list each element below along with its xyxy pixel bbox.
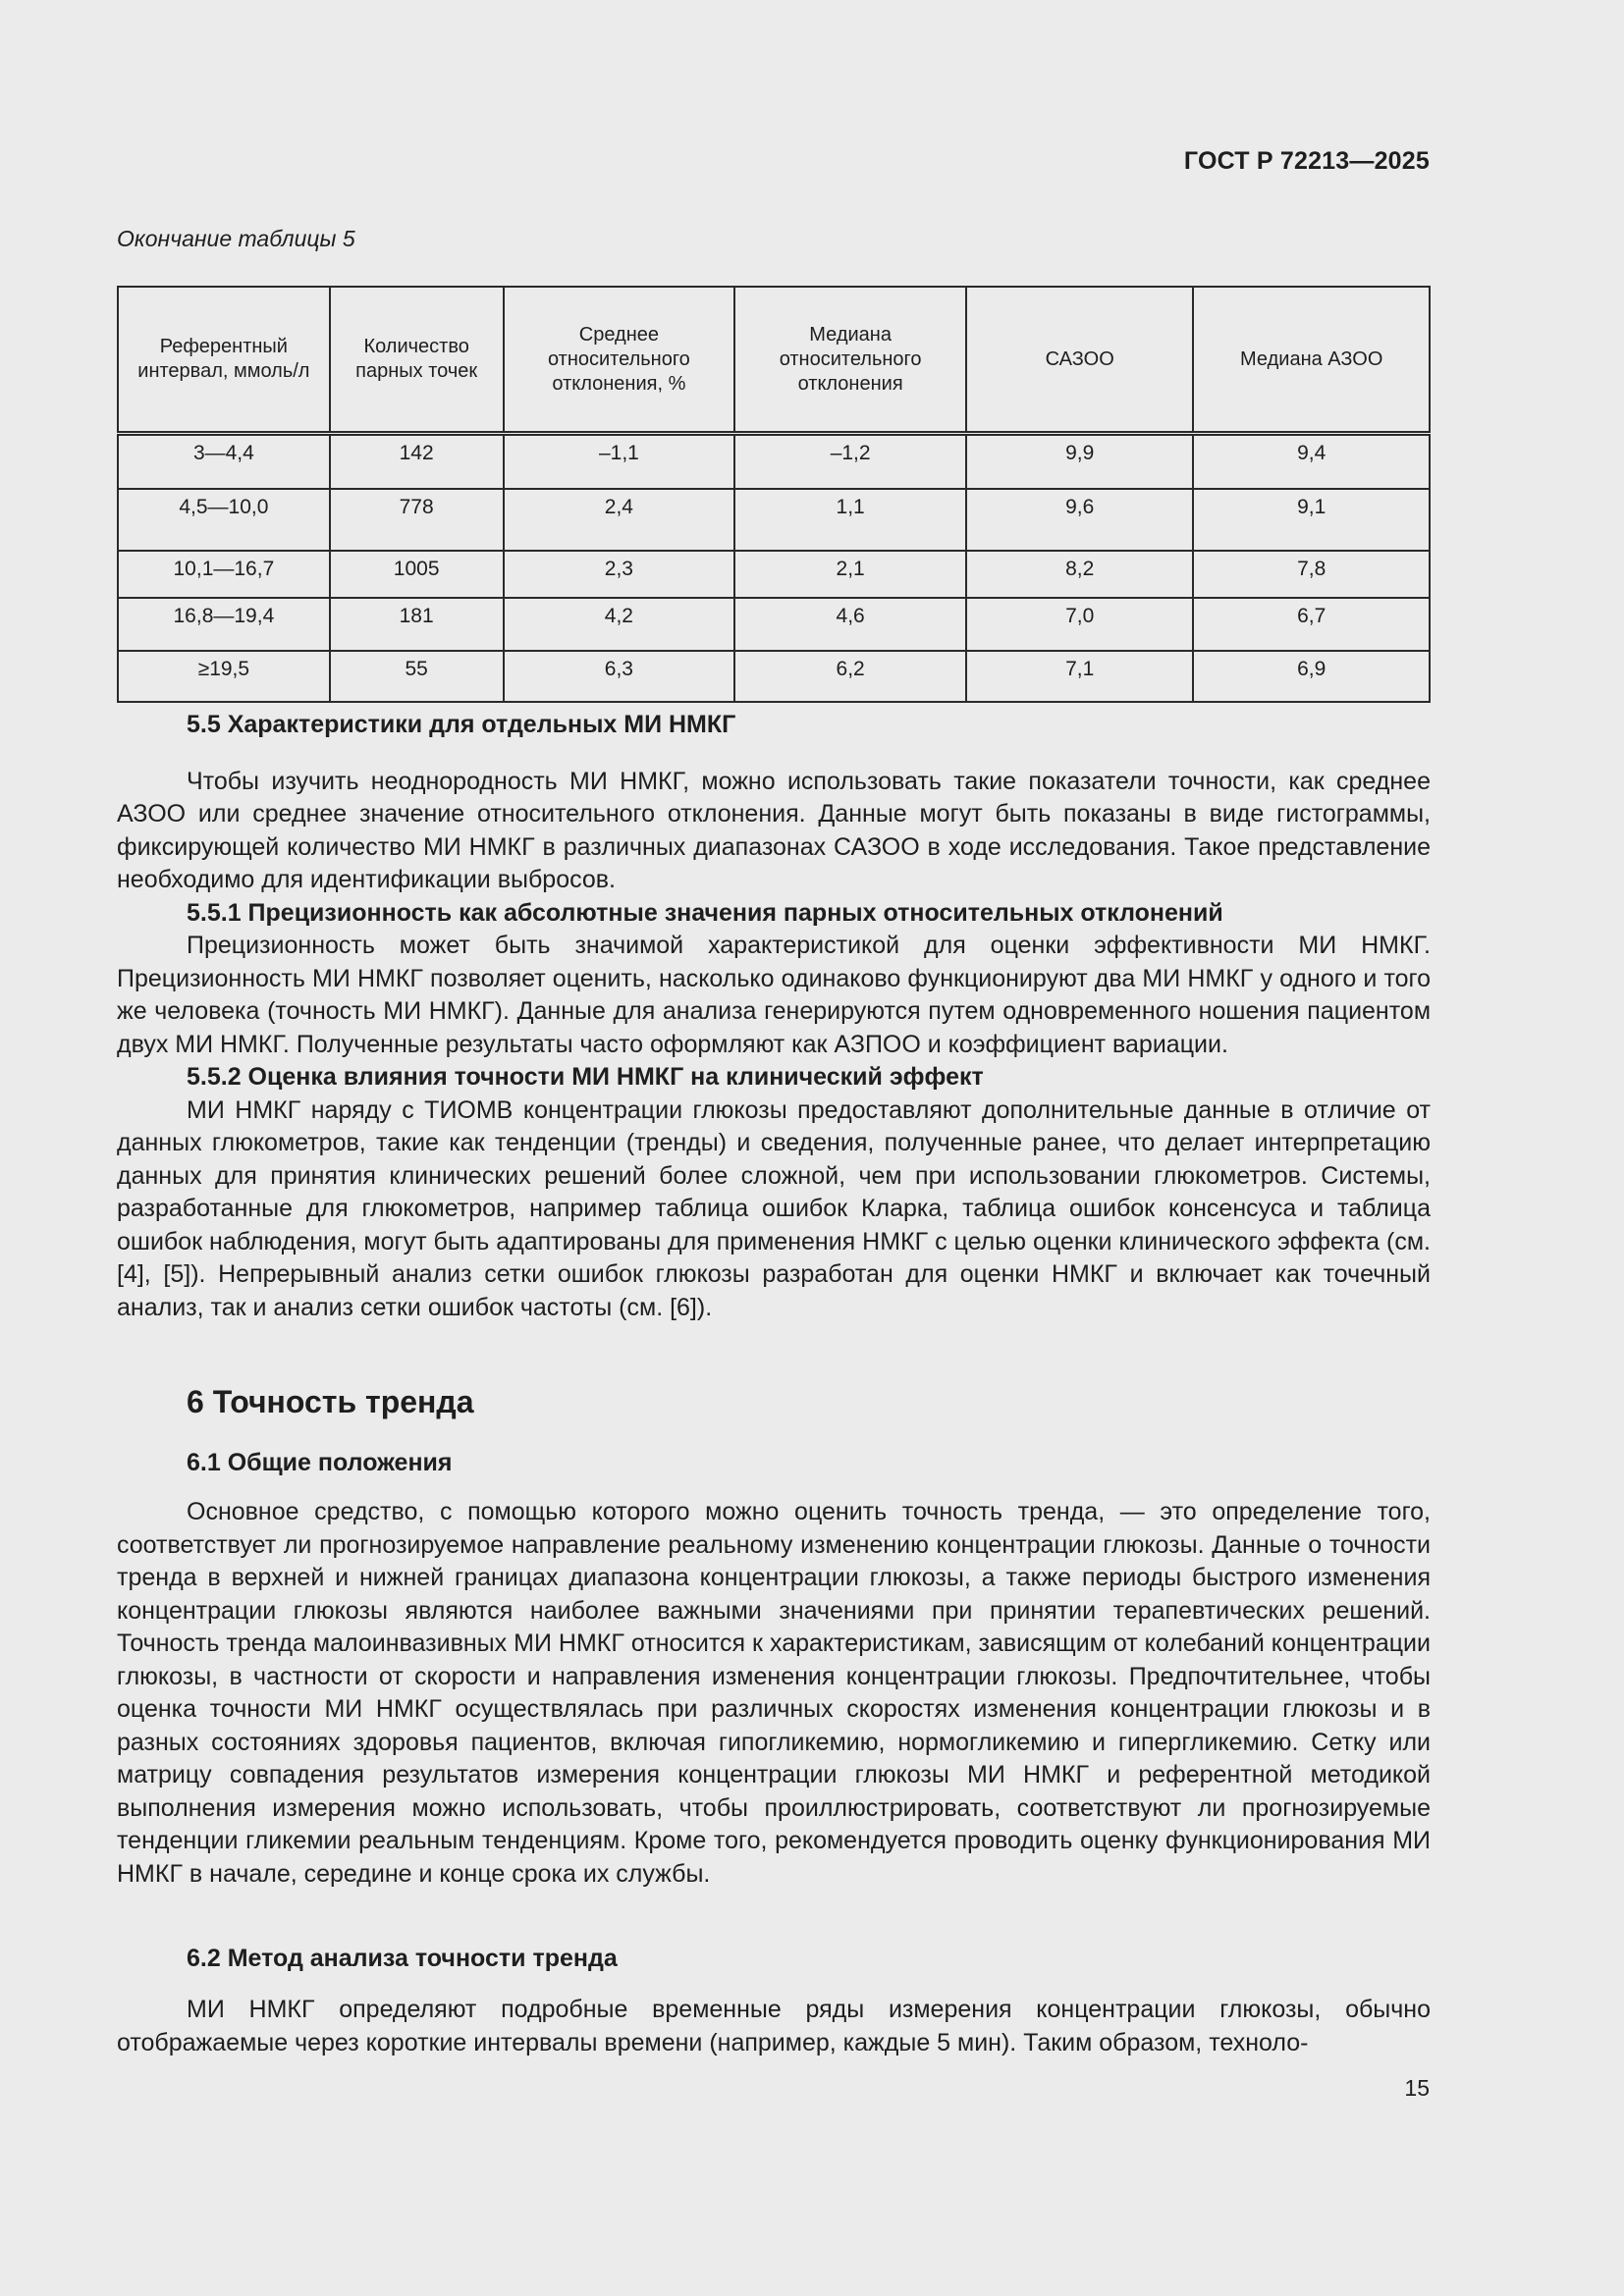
section-heading-6-1: 6.1 Общие положения xyxy=(187,1449,453,1476)
table-cell: 778 xyxy=(330,489,504,551)
paragraph: МИ НМКГ определяют подробные временные ряды измерения концентрации глюкозы, обычно отображаемые через короткие интервалы времени (например, каждые 5 мин). Таким образом, техноло- xyxy=(117,1996,1431,2056)
table-row xyxy=(118,598,1430,651)
paragraph: Основное средство, с помощью которого можно оценить точность тренда, — это определение того, соответствует ли прогнозируемое направление реальному изменению концентрации глюкозы. Данные о точности тренда в верхней и нижней границах диапазона концентрации глюкозы, а также периоды быстрого изменения концентрации глюкозы являются наиболее важными значениями при принятии терапевтических решений. Точность тренда малоинвазивных МИ НМКГ относится к характеристикам, зависящим от колебаний концентрации глюкозы, в частности от скорости и направления изменения концентрации глюкозы. Предпочтительнее, чтобы оценка точности МИ НМКГ осуществлялась при различных скоростях изменения концентрации глюкозы и в разных состояниях здоровья пациентов, включая гипогликемию, нормогликемию и гипергликемию. Сетку или матрицу совпадения результатов измерения концентрации глюкозы МИ НМКГ и референтной методикой выполнения измерения можно использовать, чтобы проиллюстрировать, соответствуют ли прогнозируемые тенденции гликемии реальным тенденциям. Кроме того, рекомендуется проводить оценку функционирования МИ НМКГ в начале, середине и конце срока их службы. xyxy=(117,1498,1431,1888)
section-heading-6: 6 Точность тренда xyxy=(187,1384,474,1419)
table-cell: 7,8 xyxy=(1193,551,1430,598)
table-cell: 181 xyxy=(330,598,504,651)
table-cell: 16,8—19,4 xyxy=(118,598,330,651)
table-cell: 8,2 xyxy=(966,551,1193,598)
table-cell: 9,6 xyxy=(966,489,1193,551)
paragraph: МИ НМКГ наряду с ТИОМВ концентрации глюкозы предоставляют дополнительные данные в отличие от данных глюкометров, такие как тенденции (тренды) и сведения, полученные ранее, что делает интерпретацию данных для принятия клинических решений более сложной, чем при использовании глюкометров. Системы, разработанные для глюкометров, например таблица ошибок Кларка, таблица ошибок консенсуса и таблица ошибок наблюдения, могут быть адаптированы для применения НМКГ с целью оценки клинического эффекта (см. [4], [5]). Непрерывный анализ сетки ошибок глюкозы разработан для оценки НМКГ и включает как точечный анализ, так и анализ сетки ошибок частоты (см. [6]). xyxy=(117,1095,1431,1321)
page-number: 15 xyxy=(1404,2075,1430,2101)
col-header-median-azoo: Медиана АЗОО xyxy=(1193,287,1430,434)
table-cell: 10,1—16,7 xyxy=(118,551,330,598)
table-cell: 142 xyxy=(330,434,504,490)
table-cell: 6,9 xyxy=(1193,651,1430,702)
col-header-median-relative-deviation: Медиана относительного отклонения xyxy=(734,287,966,434)
table-cell: –1,1 xyxy=(504,434,735,490)
col-header-pair-count: Количество парных точек xyxy=(330,287,504,434)
table-row xyxy=(118,434,1430,490)
table-row xyxy=(118,489,1430,551)
table-cell: 4,6 xyxy=(734,598,966,651)
table-header-row xyxy=(118,287,1430,434)
table-cell: 7,0 xyxy=(966,598,1193,651)
table-caption: Окончание таблицы 5 xyxy=(117,226,355,251)
table-cell: 6,3 xyxy=(504,651,735,702)
table-cell: 4,2 xyxy=(504,598,735,651)
standard-code: ГОСТ Р 72213—2025 xyxy=(1183,147,1430,175)
table-row xyxy=(118,651,1430,702)
table-cell: 2,4 xyxy=(504,489,735,551)
section-heading-5-5: 5.5 Характеристики для отдельных МИ НМКГ xyxy=(187,711,736,738)
table-cell: 7,1 xyxy=(966,651,1193,702)
col-header-mean-relative-deviation: Среднее относительного отклонения, % xyxy=(504,287,735,434)
section-6-2-body xyxy=(117,1994,1431,2059)
table-cell: 9,4 xyxy=(1193,434,1430,490)
table-cell: –1,2 xyxy=(734,434,966,490)
table-cell: 1005 xyxy=(330,551,504,598)
table-cell: 2,1 xyxy=(734,551,966,598)
table-cell: 6,7 xyxy=(1193,598,1430,651)
table-cell: 6,2 xyxy=(734,651,966,702)
section-heading-6-2: 6.2 Метод анализа точности тренда xyxy=(187,1945,618,1972)
table-cell: 1,1 xyxy=(734,489,966,551)
table-cell: 55 xyxy=(330,651,504,702)
section-heading-5-5-2: 5.5.2 Оценка влияния точности МИ НМКГ на клинический эффект xyxy=(187,1063,984,1091)
table-cell: 2,3 xyxy=(504,551,735,598)
table-cell: 3—4,4 xyxy=(118,434,330,490)
accuracy-table xyxy=(117,286,1431,703)
section-5-5 xyxy=(117,709,1431,1324)
col-header-sazoo: САЗОО xyxy=(966,287,1193,434)
paragraph: Прецизионность может быть значимой характеристикой для оценки эффективности МИ НМКГ. Прецизионность МИ НМКГ позволяет оценить, насколько одинаково функционируют два МИ НМКГ у одного и того же человека (точность МИ НМКГ). Данные для анализа генерируются путем одновременного ношения пациентом двух МИ НМКГ. Полученные результаты часто оформляют как АЗПОО и коэффициент вариации. xyxy=(117,932,1431,1058)
table-cell: 9,1 xyxy=(1193,489,1430,551)
table-row xyxy=(118,551,1430,598)
section-6-1-body xyxy=(117,1496,1431,1891)
col-header-reference-interval: Референтный интервал, ммоль/л xyxy=(118,287,330,434)
paragraph: Чтобы изучить неоднородность МИ НМКГ, можно использовать такие показатели точности, как среднее АЗОО или среднее значение относительного отклонения. Данные могут быть показаны в виде гистограммы, фиксирующей количество МИ НМКГ в различных диапазонах САЗОО в ходе исследования. Такое представление необходимо для идентификации выбросов. xyxy=(117,767,1431,893)
section-heading-5-5-1: 5.5.1 Прецизионность как абсолютные значения парных относительных отклонений xyxy=(187,898,1223,927)
table-cell: 9,9 xyxy=(966,434,1193,490)
table-cell: ≥19,5 xyxy=(118,651,330,702)
table-cell: 4,5—10,0 xyxy=(118,489,330,551)
